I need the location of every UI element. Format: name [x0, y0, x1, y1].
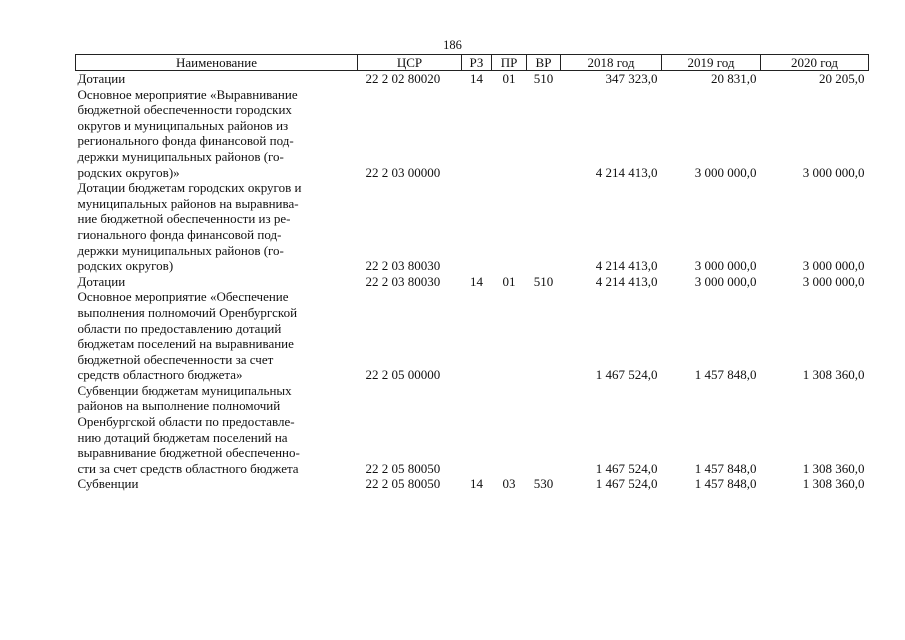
cell-vr — [527, 383, 561, 477]
cell-vr — [527, 87, 561, 181]
name-line: округов и муниципальных районов из — [77, 117, 289, 133]
name-line: Основное мероприятие «Обеспечение — [77, 289, 289, 305]
name-line: районов на выполнение полномочий — [77, 398, 281, 414]
name-line: выравнивание бюджетной обеспеченно- — [77, 445, 300, 461]
cell-vr: 510 — [533, 71, 554, 86]
cell-vr — [527, 289, 561, 383]
name-line: бюджетной обеспеченности за счет — [77, 351, 274, 367]
name-line: Основное мероприятие «Выравнивание — [77, 86, 298, 102]
name-line: сти за счет средств областного бюджета — [77, 460, 299, 476]
name-line: Дотации — [77, 273, 126, 289]
cell-name — [76, 87, 358, 181]
cell-vr — [527, 180, 561, 274]
cell-pr: 01 — [502, 273, 516, 289]
cell-2018: 347 323,0 — [605, 71, 658, 86]
cell-pr: 03 — [502, 476, 516, 492]
cell-2018: 4 214 413,0 — [595, 258, 658, 274]
cell-2018: 1 467 524,0 — [595, 460, 658, 476]
name-line: регионального фонда финансовой под- — [77, 133, 294, 149]
header-2019: 2019 год — [662, 55, 761, 71]
table-row — [76, 476, 869, 492]
cell-2018: 4 214 413,0 — [595, 164, 658, 180]
name-line: держки муниципальных районов (го- — [77, 242, 284, 258]
cell-csr: 22 2 05 80050 — [365, 460, 441, 476]
name-line: области по предоставлению дотаций — [77, 320, 282, 336]
cell-pr — [492, 383, 527, 477]
page-number: 186 — [443, 38, 462, 52]
table-row — [76, 289, 869, 383]
cell-rz — [462, 289, 492, 383]
header-2020: 2020 год — [761, 55, 869, 71]
name-line: Субвенции — [77, 476, 139, 492]
cell-pr — [492, 289, 527, 383]
name-line: выполнения полномочий Оренбургской — [77, 304, 298, 320]
cell-2020: 1 308 360,0 — [802, 367, 865, 383]
cell-csr: 22 2 03 00000 — [365, 164, 441, 180]
cell-2018: 1 467 524,0 — [595, 367, 658, 383]
name-line: Субвенции бюджетам муниципальных — [77, 382, 292, 398]
table-row — [76, 274, 869, 290]
cell-name — [76, 289, 358, 383]
cell-pr — [492, 87, 527, 181]
header-pr: ПР — [492, 55, 527, 71]
name-line: гионального фонда финансовой под- — [77, 226, 282, 242]
header-vr: ВР — [527, 55, 561, 71]
cell-rz — [462, 383, 492, 477]
table-row — [76, 383, 869, 477]
cell-rz — [462, 180, 492, 274]
name-line: средств областного бюджета» — [77, 367, 243, 383]
cell-2020: 3 000 000,0 — [802, 258, 865, 274]
header-2018: 2018 год — [561, 55, 662, 71]
cell-rz: 14 — [470, 476, 483, 492]
table-row — [76, 180, 869, 274]
cell-vr: 510 — [533, 273, 554, 289]
cell-name — [76, 180, 358, 274]
cell-name — [76, 274, 358, 290]
name-line: бюджетам поселений на выравнивание — [77, 336, 294, 352]
cell-rz — [462, 87, 492, 181]
name-line: родских округов) — [77, 258, 174, 274]
name-line: родских округов)» — [77, 164, 180, 180]
name-line: Дотации — [77, 71, 126, 86]
cell-2019: 1 457 848,0 — [694, 476, 757, 492]
budget-table — [75, 54, 869, 492]
cell-pr — [492, 180, 527, 274]
cell-name — [76, 71, 358, 87]
header-rz: РЗ — [462, 55, 492, 71]
cell-2020: 20 205,0 — [819, 71, 865, 86]
table-body — [76, 71, 869, 493]
cell-2020: 1 308 360,0 — [802, 460, 865, 476]
cell-2018: 1 467 524,0 — [595, 476, 658, 492]
cell-name — [76, 383, 358, 477]
cell-2019: 20 831,0 — [711, 71, 757, 86]
cell-rz: 14 — [470, 273, 483, 289]
cell-2019: 1 457 848,0 — [694, 367, 757, 383]
cell-2019: 3 000 000,0 — [694, 164, 757, 180]
cell-2019: 1 457 848,0 — [694, 460, 757, 476]
cell-2019: 3 000 000,0 — [694, 273, 757, 289]
cell-csr: 22 2 05 00000 — [365, 367, 441, 383]
cell-csr: 22 2 02 80020 — [365, 71, 441, 86]
cell-2019: 3 000 000,0 — [694, 258, 757, 274]
table-header-row — [76, 55, 869, 71]
table-row — [76, 87, 869, 181]
cell-csr: 22 2 05 80050 — [365, 476, 441, 492]
cell-rz: 14 — [470, 71, 483, 86]
name-line: Оренбургской области по предоставле- — [77, 414, 295, 430]
name-line: ние бюджетной обеспеченности из ре- — [77, 211, 291, 227]
header-csr: ЦСР — [358, 55, 462, 71]
table-row — [76, 71, 869, 87]
cell-csr: 22 2 03 80030 — [365, 273, 441, 289]
cell-2020: 3 000 000,0 — [802, 273, 865, 289]
name-line: Дотации бюджетам городских округов и — [77, 180, 302, 196]
name-line: держки муниципальных районов (го- — [77, 148, 284, 164]
name-line: бюджетной обеспеченности городских — [77, 102, 292, 118]
cell-pr: 01 — [502, 71, 516, 86]
cell-csr: 22 2 03 80030 — [365, 258, 441, 274]
cell-2020: 1 308 360,0 — [802, 476, 865, 492]
cell-2018: 4 214 413,0 — [595, 273, 658, 289]
header-name: Наименование — [76, 55, 358, 71]
cell-vr: 530 — [533, 476, 554, 492]
cell-2020: 3 000 000,0 — [802, 164, 865, 180]
cell-name — [76, 476, 358, 492]
name-line: нию дотаций бюджетам поселений на — [77, 429, 288, 445]
name-line: муниципальных районов на выравнива- — [77, 195, 299, 211]
